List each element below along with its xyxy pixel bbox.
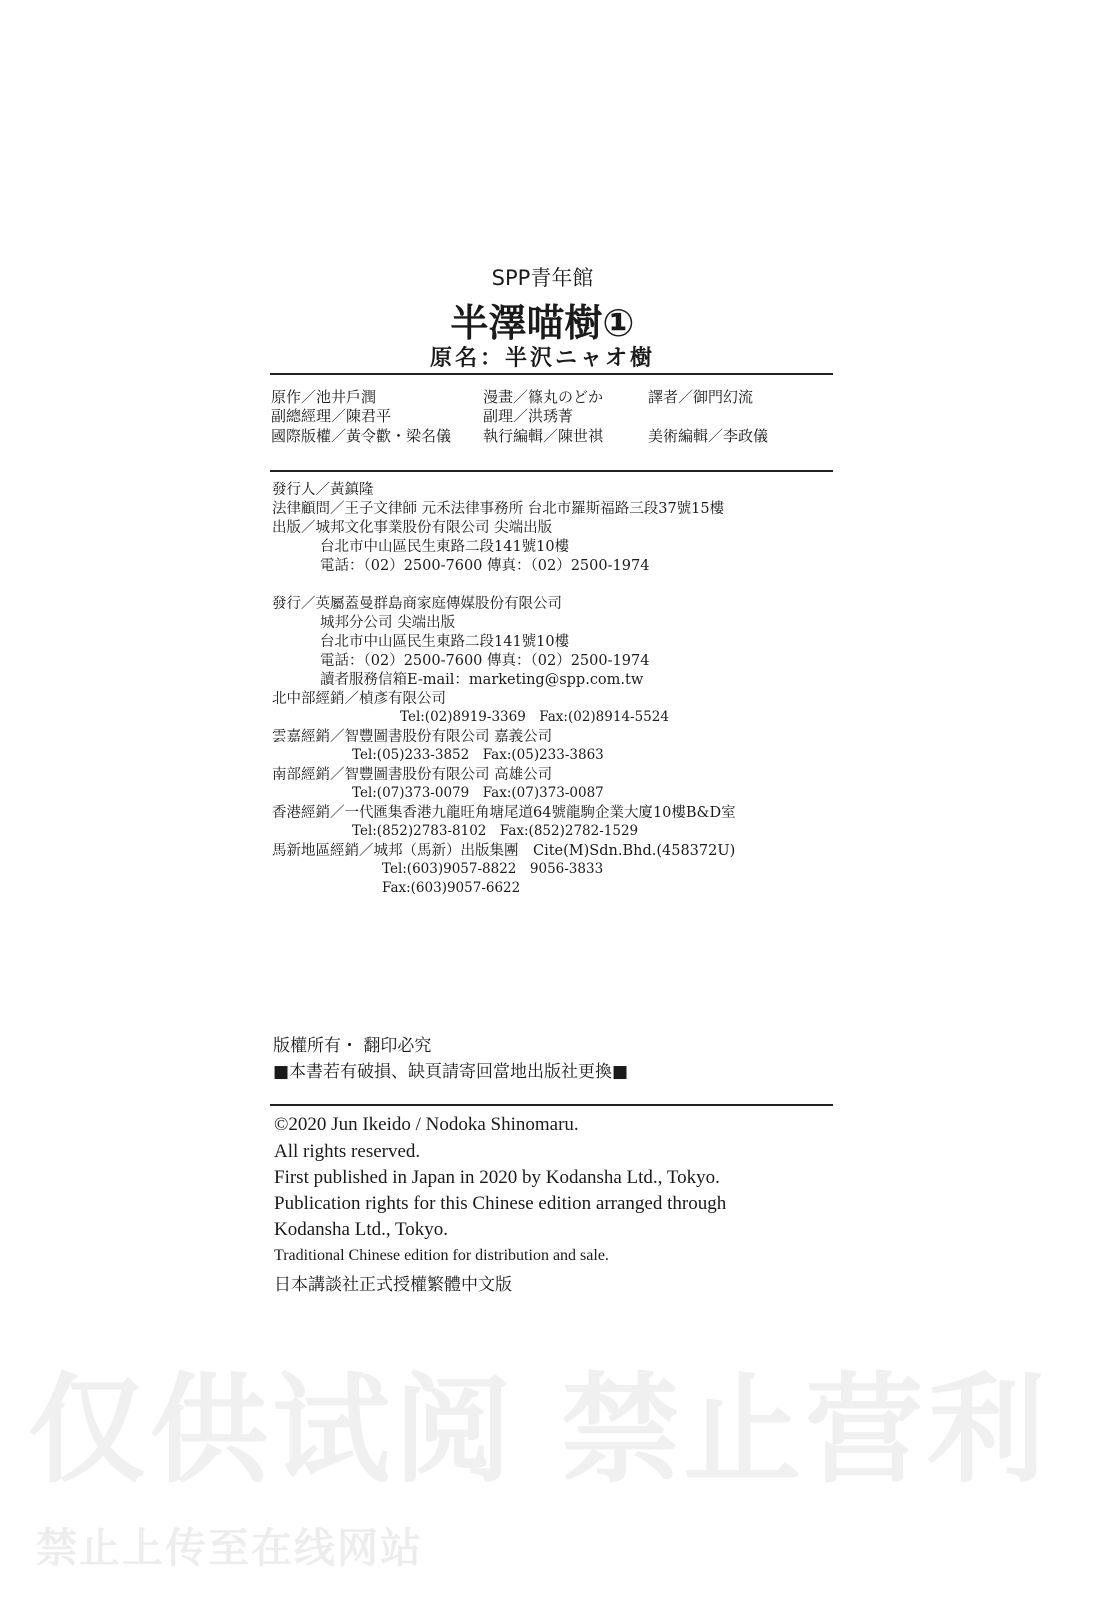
credit-author: 原作／池井戶潤 [271,388,377,406]
info-line: 城邦分公司 尖端出版 [320,615,456,631]
credit-translator: 譯者／御門幻流 [648,388,754,406]
info-line: 發行人／黃鎮隆 [272,482,374,498]
info-line: 北中部經銷／楨彥有限公司 [272,691,446,707]
info-line: 雲嘉經銷／智豐圖書股份有限公司 嘉義公司 [272,729,553,745]
credit-art-editor: 美術編輯／李政儀 [648,427,769,445]
info-line: Tel:(02)8919-3369 Fax:(02)8914-5524 [400,709,669,725]
copyright-line: Kodansha Ltd., Tokyo. [274,1219,449,1240]
credit-exec-editor: 執行編輯／陳世祺 [483,427,604,445]
damage-replacement-note: ■本書若有破損、缺頁請寄回當地出版社更換■ [273,1062,629,1082]
info-line: Fax:(603)9057-6622 [382,880,521,896]
info-line: 南部經銷／智豐圖書股份有限公司 高雄公司 [272,767,553,783]
credit-artist: 漫畫／篠丸のどか [483,388,604,406]
imprint-label: SPP青年館 [491,266,594,290]
copyright-line: Publication rights for this Chinese edition arranged through [274,1193,727,1214]
info-line: 香港經銷／一代匯集香港九龍旺角塘尾道64號龍駒企業大廈10樓B&D室 [272,805,736,821]
copyright-line: ©2020 Jun Ikeido / Nodoka Shinomaru. [274,1114,579,1135]
info-line: 電話：（02）2500-7600 傳真：（02）2500-1974 [320,653,650,669]
book-title: 半澤喵樹① [450,301,635,345]
info-line: 馬新地區經銷／城邦（馬新）出版集團 Cite(M)Sdn.Bhd.(458372U) [272,843,736,859]
info-line: 發行／英屬蓋曼群島商家庭傳媒股份有限公司 [272,596,562,612]
copyright-line: First published in Japan in 2020 by Kodansha Ltd., Tokyo. [274,1167,720,1188]
authorized-edition-note: 日本講談社正式授權繁體中文版 [274,1275,512,1295]
credit-deputy-manager: 副理／洪琇菁 [483,407,574,425]
info-line: Tel:(07)373-0079 Fax:(07)373-0087 [352,785,604,801]
divider-bottom [270,1104,833,1106]
info-line: Tel:(603)9057-8822 9056-3833 [382,861,604,877]
info-line: 台北市中山區民生東路二段141號10樓 [320,539,570,555]
original-title: 原名：半沢ニャオ樹 [429,346,655,371]
copyright-line: All rights reserved. [274,1141,421,1162]
watermark-sub: 禁止上传至在线网站 [36,1524,423,1572]
info-line: 法律顧問／王子文律師 元禾法律事務所 台北市羅斯福路三段37號15樓 [272,501,725,517]
credit-vice-gm: 副總經理／陳君平 [271,407,392,425]
divider-middle [270,470,833,472]
info-line: 電話：（02）2500-7600 傳真：（02）2500-1974 [320,558,650,574]
copyright-line: Traditional Chinese edition for distribution and sale. [274,1247,609,1264]
divider-top [270,373,833,375]
rights-reserved: 版權所有・ 翻印必究 [273,1036,432,1056]
info-line: 台北市中山區民生東路二段141號10樓 [320,634,570,650]
info-line: 出版／城邦文化事業股份有限公司 尖端出版 [272,520,553,536]
credit-intl-rights: 國際版權／黃令歡・梁名儀 [271,427,452,445]
info-line: Tel:(05)233-3852 Fax:(05)233-3863 [352,747,604,763]
watermark-main: 仅供试阅 禁止营利 [28,1361,1050,1499]
info-line: 讀者服務信箱E-mail：marketing@spp.com.tw [320,672,644,688]
info-line: Tel:(852)2783-8102 Fax:(852)2782-1529 [352,823,639,839]
